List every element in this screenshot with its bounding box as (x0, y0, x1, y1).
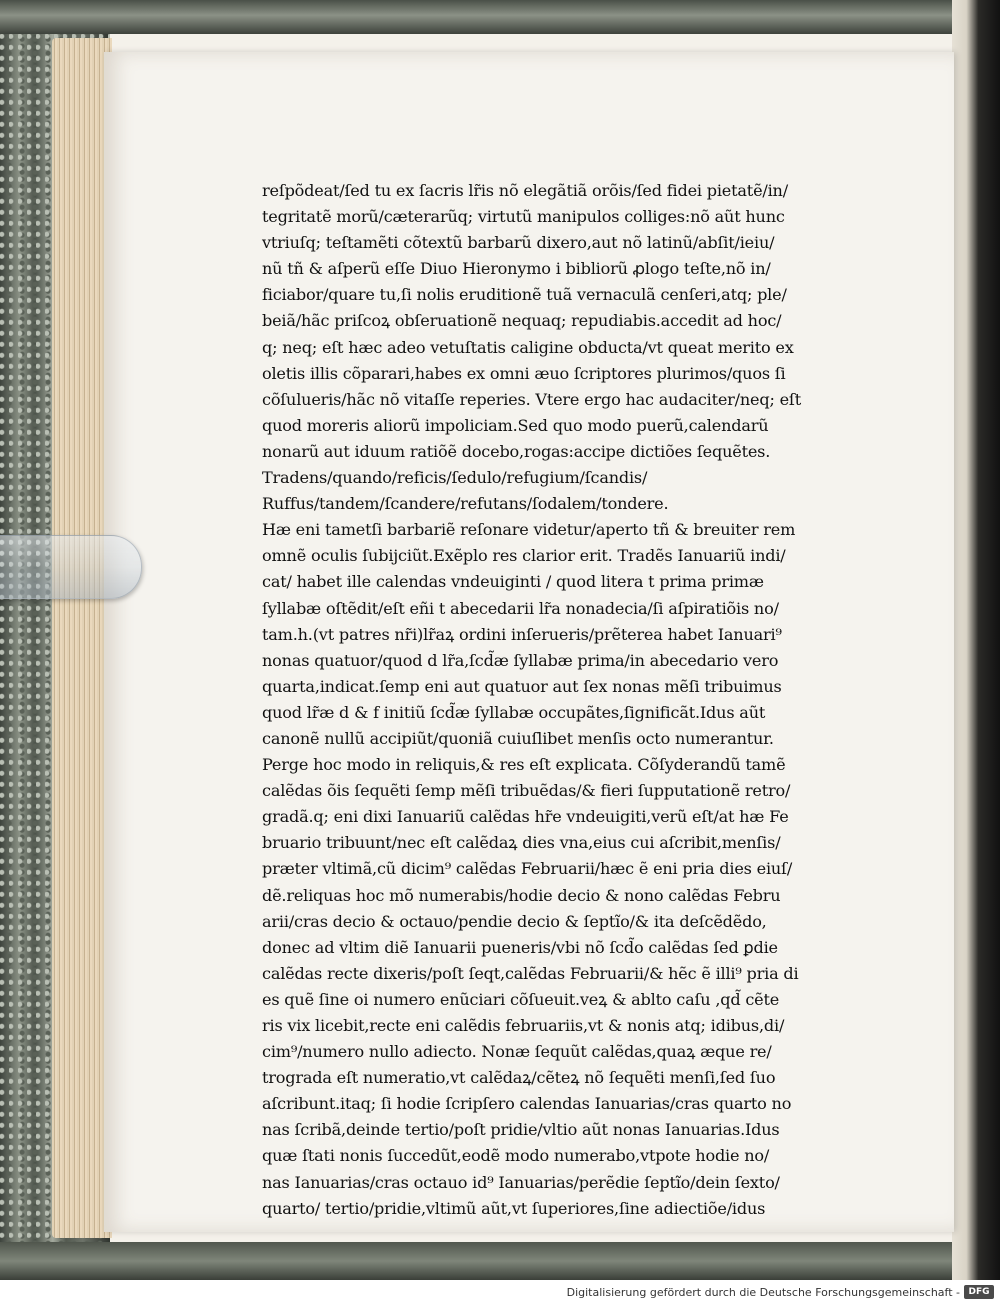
text-line: bruario tribuunt/nec eſt calẽdaꝝ dies vna,eius cui aſcribit,menſis/ (262, 833, 781, 853)
text-line: nũ tñ & aſperũ eſſe Diuo Hieronymo i bibliorũ ꝓlogo teſte,nõ in/ (262, 259, 771, 279)
text-line: oletis illis cõparari,habes ex omni æuo ſcriptores plurimos/quos ſi (262, 363, 786, 383)
page-stack-edges (52, 38, 112, 1238)
text-line: ficiabor/quare tu,ſi nolis eruditionẽ tuã vernaculã cenſeri,atq; ple/ (262, 285, 787, 305)
text-line: Hæ eni tametſi barbariẽ reſonare videtur/aperto tñ & breuiter rem (262, 520, 796, 540)
text-line: tam.h.(vt patres nr̃i)lr̃aꝝ ordini inſerueris/prẽterea habet Ianuari⁹ (262, 624, 782, 644)
text-line: Ruffus/tandem/ſcandere/refutans/ſodalem/tondere. (262, 494, 669, 514)
text-line: nas Ianuarias/cras octauo id⁹ Ianuarias/perẽdie ſeptĩo/dein ſexto/ (262, 1172, 780, 1192)
transparent-page-marker (0, 535, 142, 599)
dfg-logo: DFG (964, 1285, 994, 1299)
text-line: arii/cras decio & octauo/pendie decio & ſeptĩo/& ita deſcẽdẽdo, (262, 911, 767, 931)
facing-page-edge (952, 0, 1000, 1280)
text-line: q; neq; eſt hæc adeo vetuſtatis caligine obducta/vt queat merito ex (262, 337, 794, 357)
text-line: calẽdas õis ſequẽti ſemp mẽſi tribuẽdas/& fieri ſupputationẽ retro/ (262, 781, 791, 801)
text-line: omnẽ oculis ſubijciũt.Exẽplo res clarior erit. Tradẽs Ianuariũ indi/ (262, 546, 786, 566)
text-line: nas ſcribã,deinde tertio/poſt pridie/vltio aũt nonas Ianuarias.Idus (262, 1120, 780, 1140)
text-line: cat/ habet ille calendas vndeuiginti / quod litera t prima primæ (262, 572, 764, 592)
text-line: es quẽ ſine oi numero enũciari cõſueuit.veꝝ & ablto caſu ,qd̃ cẽte (262, 989, 780, 1009)
text-line: nonarũ aut iduum ratiõẽ docebo,rogas:accipe dictiões ſequẽtes. (262, 441, 771, 461)
book-cover-top (0, 0, 1000, 34)
text-line: Perge hoc modo in reliquis,& res eſt explicata. Cõſyderandũ tamẽ (262, 755, 786, 775)
text-line: quæ ſtati nonis ſuccedũt,eodẽ modo numerabo,vtpote hodie no/ (262, 1146, 770, 1166)
book-cover-bottom (0, 1242, 1000, 1280)
text-line: quod lr̃æ d & f initiũ ſcd̃æ ſyllabæ occupãtes,ſignificãt.Idus aũt (262, 702, 766, 722)
text-line: gradã.q; eni dixi Ianuariũ calẽdas hr̃e vndeuigiti,verũ eſt/at hæ Fe (262, 807, 789, 827)
text-line: donec ad vltim diẽ Ianuarii pueneris/vbi nõ ſcd̃o calẽdas ſed ꝑdie (262, 937, 778, 957)
text-line: Tradens/quando/reficis/ſedulo/refugium/ſcandis/ (262, 468, 648, 488)
text-line: trograda eſt numeratio,vt calẽdaꝝ/cẽteꝝ nõ ſequẽti menſi,ſed ſuo (262, 1068, 776, 1088)
text-line: canonẽ nullũ accipiũt/quoniã cuiuſlibet menſis octo numerantur. (262, 728, 774, 748)
text-line: quod moreris aliorũ impoliciam.Sed quo modo puerũ,calendarũ (262, 415, 769, 435)
text-line: tegritatẽ morũ/cæterarũq; virtutũ manipulos colliges:nõ aũt hunc (262, 207, 785, 227)
text-line: dẽ.reliquas hoc mõ numerabis/hodie decio & nono calẽdas Febru (262, 885, 781, 905)
text-line: quarta,indicat.ſemp eni aut quatuor aut ſex nonas mẽſi tribuimus (262, 676, 782, 696)
text-line: aſcribunt.itaq; ſi hodie ſcripſero calendas Ianuarias/cras quarto no (262, 1094, 792, 1114)
text-line: ris vix licebit,recte eni calẽdis februariis,vt & nonis atq; idibus,di/ (262, 1016, 785, 1035)
text-line: beiã/hãc priſcoꝝ obſeruationẽ nequaq; repudiabis.accedit ad hoc/ (262, 311, 782, 331)
text-line: reſpõdeat/ſed tu ex ſacris lr̃is nõ elegãtiã orõis/ſed fidei pietatẽ/in/ (262, 181, 788, 200)
funding-credit: Digitalisierung gefördert durch die Deutsche Forschungsgemeinschaft - (566, 1286, 960, 1299)
text-line: cõſulueris/hãc nõ vitaſſe reperies. Vtere ergo hac audaciter/neq; eſt (262, 389, 801, 409)
text-line: præter vltimã,cũ dicim⁹ calẽdas Februarii/hæc ẽ eni pria dies eiuſ/ (262, 859, 793, 879)
text-line: vtriuſq; teſtamẽti cõtextũ barbarũ dixero,aut nõ latinũ/abſit/ieiu/ (262, 233, 775, 253)
page-text (262, 178, 882, 1222)
text-line: nonas quatuor/quod d lr̃a,ſcd̃æ ſyllabæ prima/in abecedario vero (262, 650, 779, 670)
text-line: quarto/ tertio/pridie,vltimũ aũt,vt ſuperiores,ſine adiectiõe/idus (262, 1198, 766, 1218)
text-line: calẽdas recte dixeris/poſt ſeqt,calẽdas Februarii/& hẽc ẽ illi⁹ pria di (262, 963, 799, 983)
text-line: ſyllabæ oſtẽdit/eſt eñi t abecedarii lr̃a nonadecia/ſi aſpiratiõis no/ (262, 598, 779, 618)
text-line: cim⁹/numero nullo adiecto. Nonæ ſequũt calẽdas,quaꝝ æque re/ (262, 1042, 772, 1062)
